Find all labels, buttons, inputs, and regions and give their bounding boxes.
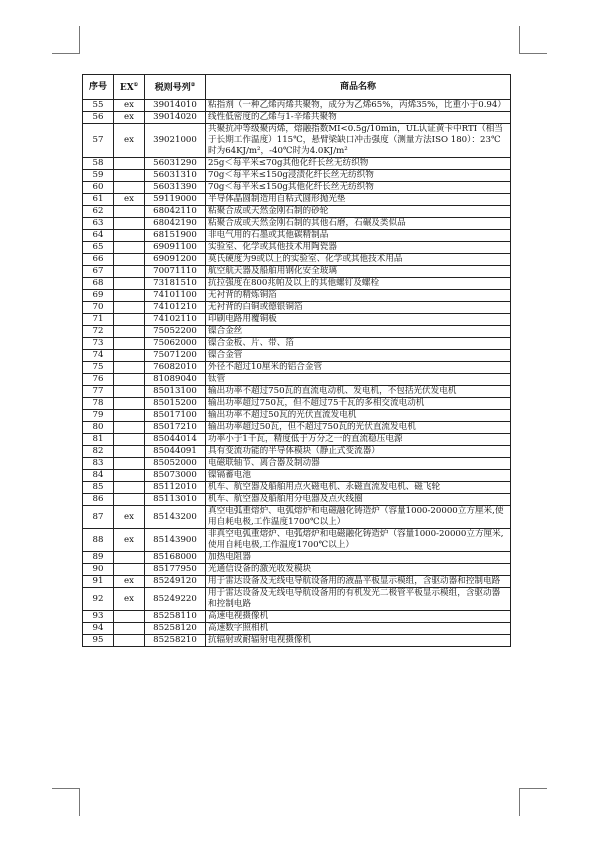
row-ex-flag	[114, 564, 145, 576]
table-row	[83, 611, 511, 623]
row-product-name: 高速数字照相机	[206, 623, 511, 635]
row-serial-no: 66	[83, 254, 114, 266]
table-row	[83, 529, 511, 552]
table-row	[83, 374, 511, 386]
crop-mark-bottom-right-h	[519, 788, 547, 789]
row-serial-no: 72	[83, 326, 114, 338]
row-ex-flag	[114, 266, 145, 278]
row-serial-no: 85	[83, 482, 114, 494]
row-ex-flag	[114, 422, 145, 434]
table-row	[83, 206, 511, 218]
row-product-name: 抗辐射或耐辐射电视摄像机	[206, 635, 511, 647]
row-tariff-code: 85073000	[145, 470, 206, 482]
row-ex-flag	[114, 374, 145, 386]
row-ex-flag: ex	[114, 588, 145, 611]
row-ex-flag	[114, 314, 145, 326]
row-serial-no: 91	[83, 576, 114, 588]
row-serial-no: 56	[83, 112, 114, 124]
row-ex-flag	[114, 386, 145, 398]
header-product-name: 商品名称	[206, 75, 511, 100]
row-tariff-code: 68042190	[145, 218, 206, 230]
row-product-name: 镍合金丝	[206, 326, 511, 338]
table-header-row	[83, 75, 511, 100]
row-serial-no: 89	[83, 552, 114, 564]
row-tariff-code: 74101100	[145, 290, 206, 302]
row-tariff-code: 85017210	[145, 422, 206, 434]
row-product-name: 镍镉蓄电池	[206, 470, 511, 482]
row-product-name: 印刷电路用覆铜板	[206, 314, 511, 326]
row-serial-no: 62	[83, 206, 114, 218]
row-ex-flag	[114, 458, 145, 470]
row-ex-flag: ex	[114, 112, 145, 124]
table-row	[83, 218, 511, 230]
row-tariff-code: 73181510	[145, 278, 206, 290]
row-ex-flag	[114, 278, 145, 290]
row-tariff-code: 85143200	[145, 506, 206, 529]
row-tariff-code: 85113010	[145, 494, 206, 506]
table-row	[83, 266, 511, 278]
row-ex-flag: ex	[114, 529, 145, 552]
row-tariff-code: 85112010	[145, 482, 206, 494]
row-product-name: 功率小于1千瓦，精度低于万分之一的直流稳压电源	[206, 434, 511, 446]
row-tariff-code: 85143900	[145, 529, 206, 552]
row-ex-flag	[114, 470, 145, 482]
row-product-name: 粘指剂（一种乙烯丙烯共聚物，成分为乙烯65%，丙烯35%，比重小于0.94）	[206, 100, 511, 112]
row-ex-flag	[114, 182, 145, 194]
crop-mark-bottom-left-h	[52, 788, 80, 789]
row-product-name: 光通信设备的激光收发模块	[206, 564, 511, 576]
row-ex-flag	[114, 302, 145, 314]
row-product-name: 电磁联轴节、离合器及制动器	[206, 458, 511, 470]
row-ex-flag	[114, 350, 145, 362]
row-product-name: 输出功率不超过750瓦的直流电动机、发电机，不包括光伏发电机	[206, 386, 511, 398]
row-tariff-code: 75052200	[145, 326, 206, 338]
table-row	[83, 635, 511, 647]
row-tariff-code: 39021000	[145, 124, 206, 158]
row-product-name: 输出功率超过50瓦，但不超过750瓦的光伏直流发电机	[206, 422, 511, 434]
row-tariff-code: 85044014	[145, 434, 206, 446]
row-product-name: 镍合金板、片、带、箔	[206, 338, 511, 350]
row-serial-no: 90	[83, 564, 114, 576]
row-serial-no: 95	[83, 635, 114, 647]
row-tariff-code: 85044091	[145, 446, 206, 458]
row-tariff-code: 39014020	[145, 112, 206, 124]
row-ex-flag	[114, 206, 145, 218]
table-row	[83, 170, 511, 182]
row-tariff-code: 56031290	[145, 158, 206, 170]
row-serial-no: 88	[83, 529, 114, 552]
row-serial-no: 70	[83, 302, 114, 314]
row-serial-no: 77	[83, 386, 114, 398]
table-row	[83, 398, 511, 410]
row-ex-flag	[114, 230, 145, 242]
row-ex-flag	[114, 552, 145, 564]
table-row	[83, 242, 511, 254]
table-row	[83, 230, 511, 242]
header-serial-no: 序号	[83, 75, 114, 100]
row-tariff-code: 85052000	[145, 458, 206, 470]
row-serial-no: 73	[83, 338, 114, 350]
row-ex-flag	[114, 158, 145, 170]
row-tariff-code: 56031390	[145, 182, 206, 194]
row-serial-no: 79	[83, 410, 114, 422]
row-serial-no: 78	[83, 398, 114, 410]
row-product-name: 输出功率超过750瓦，但不超过75千瓦的多相交流电动机	[206, 398, 511, 410]
row-tariff-code: 85017100	[145, 410, 206, 422]
row-ex-flag	[114, 494, 145, 506]
table-row	[83, 290, 511, 302]
row-ex-flag	[114, 326, 145, 338]
row-tariff-code: 39014010	[145, 100, 206, 112]
crop-mark-top-left-h	[52, 53, 80, 54]
row-serial-no: 82	[83, 446, 114, 458]
table-row	[83, 314, 511, 326]
row-serial-no: 65	[83, 242, 114, 254]
row-tariff-code: 85249120	[145, 576, 206, 588]
row-tariff-code: 68042110	[145, 206, 206, 218]
row-product-name: 真空电弧重熔炉、电弧熔炉和电磁融化铸造炉（容量1000-20000立方厘米,使用自耗电极,工作温度1700℃以上）	[206, 506, 511, 529]
table-row	[83, 588, 511, 611]
row-ex-flag	[114, 398, 145, 410]
row-product-name: 加热电阻器	[206, 552, 511, 564]
row-product-name: 机车、航空器及船舶用分电器及点火线圈	[206, 494, 511, 506]
table-row	[83, 422, 511, 434]
row-serial-no: 87	[83, 506, 114, 529]
row-serial-no: 76	[83, 374, 114, 386]
row-product-name: 非真空电弧重熔炉、电弧熔炉和电磁融化铸造炉（容量1000-20000立方厘米,使用自耗电极,工作温度1700℃以上）	[206, 529, 511, 552]
row-serial-no: 57	[83, 124, 114, 158]
row-ex-flag: ex	[114, 194, 145, 206]
row-serial-no: 86	[83, 494, 114, 506]
row-product-name: 镍合金管	[206, 350, 511, 362]
table-row	[83, 182, 511, 194]
table-row	[83, 112, 511, 124]
row-ex-flag	[114, 623, 145, 635]
row-product-name: 粘聚合成或天然金刚石制的砂轮	[206, 206, 511, 218]
row-product-name: 粘聚合成或天然金刚石制的其他石磨，石碾及类似品	[206, 218, 511, 230]
row-product-name: 共聚抗冲等级聚丙烯，熔融指数MI<0.5g/10min，UL认证黄卡中RTI（相当于长期工作温度）115℃，悬臂梁缺口冲击强度（测量方法ISO 180）：23℃时为64KJ/m²，-40℃时为4.0KJ/m²	[206, 124, 511, 158]
table-row	[83, 410, 511, 422]
row-product-name: 70g＜每平米≤150g其他化纤长丝无纺织物	[206, 182, 511, 194]
row-tariff-code: 68151900	[145, 230, 206, 242]
row-serial-no: 61	[83, 194, 114, 206]
row-tariff-code: 85258210	[145, 635, 206, 647]
crop-mark-top-right-h	[519, 53, 547, 54]
row-serial-no: 92	[83, 588, 114, 611]
row-ex-flag	[114, 290, 145, 302]
table-row	[83, 350, 511, 362]
table-row	[83, 302, 511, 314]
row-ex-flag	[114, 446, 145, 458]
row-tariff-code: 85015200	[145, 398, 206, 410]
row-tariff-code: 85168000	[145, 552, 206, 564]
row-product-name: 半导体晶圆制造用自粘式圆形抛光垫	[206, 194, 511, 206]
table-row	[83, 100, 511, 112]
table-row	[83, 576, 511, 588]
row-product-name: 70g＜每平米≤150g浸渍化纤长丝无纺织物	[206, 170, 511, 182]
row-product-name: 具有变流功能的半导体模块（静止式变流器）	[206, 446, 511, 458]
row-serial-no: 74	[83, 350, 114, 362]
row-serial-no: 60	[83, 182, 114, 194]
table-row	[83, 338, 511, 350]
header-tariff-code: 税则号列②	[145, 75, 206, 100]
row-ex-flag: ex	[114, 506, 145, 529]
row-serial-no: 71	[83, 314, 114, 326]
row-serial-no: 75	[83, 362, 114, 374]
row-serial-no: 94	[83, 623, 114, 635]
row-product-name: 抗拉强度在800兆帕及以上的其他螺钉及螺栓	[206, 278, 511, 290]
row-ex-flag	[114, 254, 145, 266]
table-row	[83, 494, 511, 506]
table-row	[83, 458, 511, 470]
table-row	[83, 434, 511, 446]
table-row	[83, 506, 511, 529]
row-product-name: 25g＜每平米≤70g其他化纤长丝无纺织物	[206, 158, 511, 170]
row-ex-flag	[114, 242, 145, 254]
row-serial-no: 81	[83, 434, 114, 446]
row-ex-flag: ex	[114, 124, 145, 158]
tariff-table	[82, 74, 511, 647]
table-row	[83, 254, 511, 266]
row-serial-no: 63	[83, 218, 114, 230]
row-tariff-code: 74102110	[145, 314, 206, 326]
table-row	[83, 446, 511, 458]
row-tariff-code: 69091200	[145, 254, 206, 266]
table-row	[83, 278, 511, 290]
crop-mark-top-left-v	[79, 26, 80, 54]
table-row	[83, 470, 511, 482]
crop-mark-bottom-left-v	[79, 788, 80, 816]
row-tariff-code: 75071200	[145, 350, 206, 362]
row-ex-flag	[114, 338, 145, 350]
footnote-1-mark: ①	[133, 82, 139, 88]
row-ex-flag	[114, 611, 145, 623]
row-tariff-code: 56031310	[145, 170, 206, 182]
row-product-name: 莫氏硬度为9或以上的实验室、化学或其他技术用品	[206, 254, 511, 266]
row-ex-flag	[114, 362, 145, 374]
row-ex-flag	[114, 635, 145, 647]
row-product-name: 无衬背的精炼铜箔	[206, 290, 511, 302]
row-tariff-code: 85258120	[145, 623, 206, 635]
row-product-name: 高速电视摄像机	[206, 611, 511, 623]
footnote-2-mark: ②	[190, 82, 196, 88]
row-serial-no: 67	[83, 266, 114, 278]
row-product-name: 实验室、化学或其他技术用陶瓷器	[206, 242, 511, 254]
crop-mark-top-right-v	[519, 26, 520, 54]
row-serial-no: 84	[83, 470, 114, 482]
row-tariff-code: 74101210	[145, 302, 206, 314]
row-tariff-code: 85013100	[145, 386, 206, 398]
table-row	[83, 552, 511, 564]
table-row	[83, 564, 511, 576]
row-product-name: 机车、航空器及船舶用点火磁电机、永磁直流发电机、磁飞轮	[206, 482, 511, 494]
row-tariff-code: 85249220	[145, 588, 206, 611]
row-product-name: 用于雷达设备及无线电导航设备用的有机发光二极管平板显示模组，含驱动器和控制电路	[206, 588, 511, 611]
row-ex-flag	[114, 434, 145, 446]
row-tariff-code: 85258110	[145, 611, 206, 623]
row-tariff-code: 76082010	[145, 362, 206, 374]
table-row	[83, 362, 511, 374]
row-ex-flag	[114, 482, 145, 494]
row-product-name: 线性低密度的乙烯与1-辛烯共聚物	[206, 112, 511, 124]
row-product-name: 输出功率不超过50瓦的光伏直流发电机	[206, 410, 511, 422]
table-row	[83, 623, 511, 635]
row-ex-flag	[114, 170, 145, 182]
table-row	[83, 124, 511, 158]
row-ex-flag: ex	[114, 576, 145, 588]
row-tariff-code: 69091100	[145, 242, 206, 254]
table-row	[83, 386, 511, 398]
table-row	[83, 194, 511, 206]
row-tariff-code: 75062000	[145, 338, 206, 350]
row-serial-no: 68	[83, 278, 114, 290]
row-product-name: 钛管	[206, 374, 511, 386]
row-serial-no: 93	[83, 611, 114, 623]
row-product-name: 无衬背的白铜或德银铜箔	[206, 302, 511, 314]
row-ex-flag	[114, 218, 145, 230]
crop-mark-bottom-right-v	[519, 788, 520, 816]
row-product-name: 外径不超过10厘米的铝合金管	[206, 362, 511, 374]
row-product-name: 航空航天器及船舶用钢化安全玻璃	[206, 266, 511, 278]
table-row	[83, 326, 511, 338]
row-tariff-code: 59119000	[145, 194, 206, 206]
row-serial-no: 69	[83, 290, 114, 302]
table-body	[83, 100, 511, 647]
row-serial-no: 58	[83, 158, 114, 170]
row-ex-flag	[114, 410, 145, 422]
row-serial-no: 83	[83, 458, 114, 470]
row-tariff-code: 85177950	[145, 564, 206, 576]
row-serial-no: 55	[83, 100, 114, 112]
header-ex: EX①	[114, 75, 145, 100]
row-tariff-code: 81089040	[145, 374, 206, 386]
row-tariff-code: 70071110	[145, 266, 206, 278]
row-product-name: 用于雷达设备及无线电导航设备用的液晶平板显示模组，含驱动器和控制电路	[206, 576, 511, 588]
table-row	[83, 158, 511, 170]
row-ex-flag: ex	[114, 100, 145, 112]
row-serial-no: 80	[83, 422, 114, 434]
row-serial-no: 64	[83, 230, 114, 242]
table-row	[83, 482, 511, 494]
row-serial-no: 59	[83, 170, 114, 182]
row-product-name: 非电气用的石墨或其他碳精制品	[206, 230, 511, 242]
